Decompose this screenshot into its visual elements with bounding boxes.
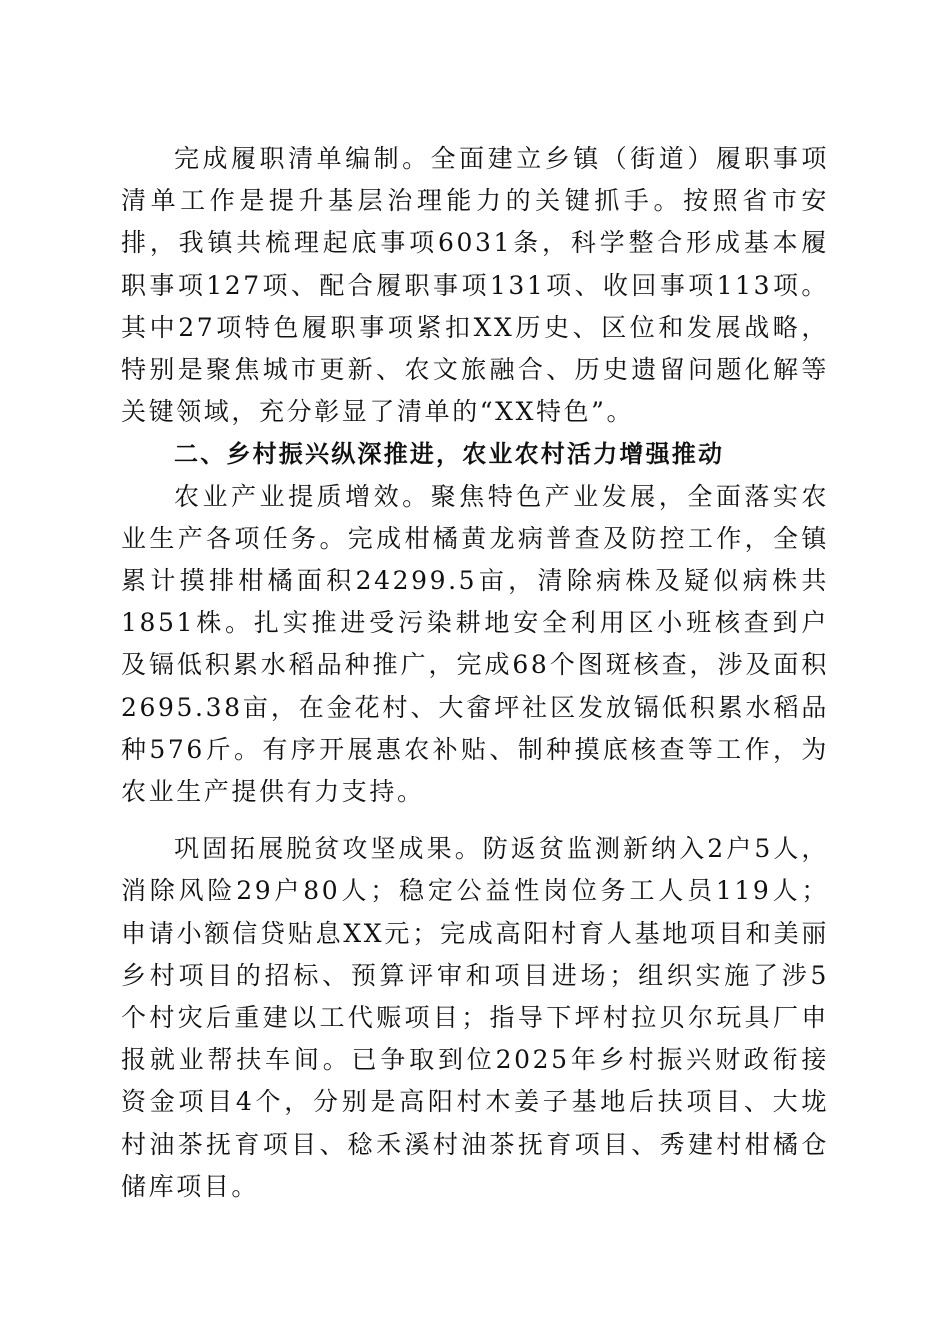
paragraph-gap xyxy=(121,813,829,828)
paragraph-duty-list: 完成履职清单编制。全面建立乡镇（街道）履职事项清单工作是提升基层治理能力的关键抓手。按照省市安排，我镇共梳理起底事项6031条，科学整合形成基本履职事项127项、配合履职事项131项、收回事项113项。其中27项特色履职事项紧扣XX历史、区位和发展战略，特别是聚焦城市更新、农文旅融合、历史遗留问题化解等关键领域，充分彰显了清单的“XX特色”。 xyxy=(121,144,829,427)
paragraph-poverty-alleviation: 巩固拓展脱贫攻坚成果。防返贫监测新纳入2户5人，消除风险29户80人；稳定公益性岗位务工人员119人；申请小额信贷贴息XX元；完成高阳村育人基地项目和美丽乡村项目的招标、预算评审和项目进场；组织实施了涉5个村灾后重建以工代赈项目；指导下坪村拉贝尔玩具厂申报就业帮扶车间。已争取到位2025年乡村振兴财政衔接资金项目4个，分别是高阳村木姜子基地后扶项目、大垅村油茶抚育项目、稔禾溪村油茶抚育项目、秀建村柑橘仓储库项目。 xyxy=(121,834,829,1201)
section-heading-rural-revitalization: 二、乡村振兴纵深推进，农业农村活力增强推动 xyxy=(174,440,725,469)
paragraph-agriculture-industry: 农业产业提质增效。聚焦特色产业发展，全面落实农业生产各项任务。完成柑橘黄龙病普查及防控工作，全镇累计摸排柑橘面积24299.5亩，清除病株及疑似病株共1851株。扎实推进受污染耕地安全利用区小班核查到户及镉低积累水稻品种推广，完成68个图斑核查，涉及面积2695.38亩，在金花村、大畲坪社区发放镉低积累水稻品种576斤。有序开展惠农补贴、制种摸底核查等工作，为农业生产提供有力支持。 xyxy=(121,481,829,807)
document-body xyxy=(121,138,829,1208)
